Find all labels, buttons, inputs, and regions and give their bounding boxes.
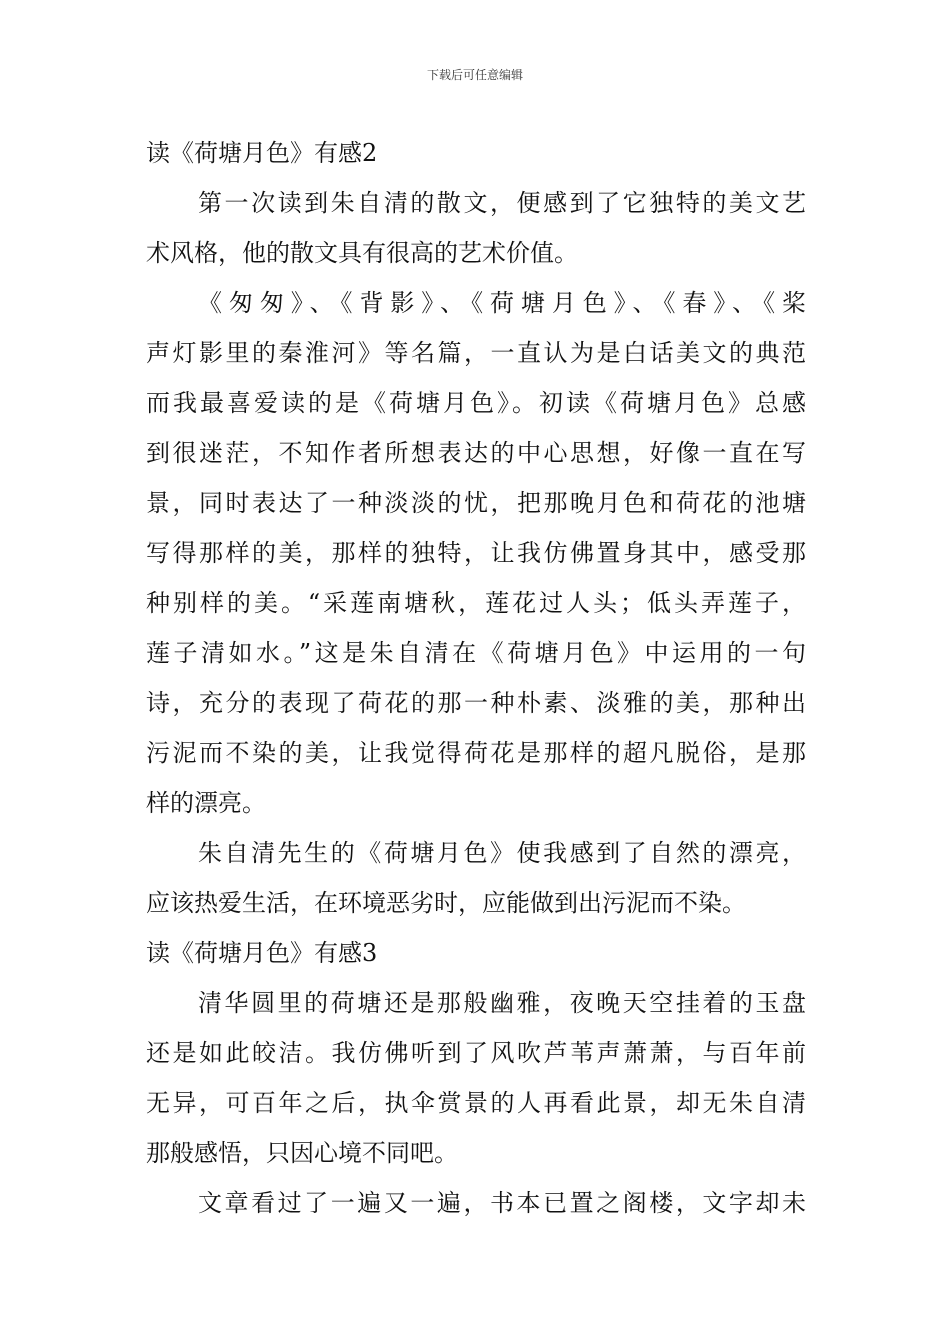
text-line: 应该热爱生活，在环境恶劣时，应能做到出污泥而不染。	[146, 889, 746, 917]
text-line: 景，同时表达了一种淡淡的忧，把那晚月色和荷花的池塘	[146, 489, 806, 517]
text-line: 朱自清先生的《荷塘月色》使我感到了自然的漂亮，	[198, 839, 806, 867]
text-line: 声灯影里的秦淮河》等名篇，一直认为是白话美文的典范	[146, 339, 806, 367]
text-line: 《匆匆》、《背影》、《荷塘月色》、《春》、《桨	[198, 289, 806, 317]
text-line: 莲子清如水。”这是朱自清在《荷塘月色》中运用的一句	[146, 639, 806, 667]
page-header-note: 下载后可任意编辑	[426, 68, 523, 82]
text-line: 样的漂亮。	[146, 789, 266, 817]
section-heading: 读《荷塘月色》有感3	[146, 939, 378, 967]
text-line: 诗，充分的表现了荷花的那一种朴素、淡雅的美，那种出	[146, 689, 806, 717]
text-line: 无异，可百年之后，执伞赏景的人再看此景，却无朱自清	[146, 1089, 806, 1117]
text-line: 而我最喜爱读的是《荷塘月色》。初读《荷塘月色》总感	[146, 389, 806, 417]
text-line: 那般感悟，只因心境不同吧。	[146, 1139, 458, 1167]
text-line: 清华圆里的荷塘还是那般幽雅，夜晚天空挂着的玉盘	[198, 989, 806, 1017]
document-body	[146, 128, 806, 1228]
section-heading: 读《荷塘月色》有感2	[146, 139, 378, 167]
text-line: 还是如此皎洁。我仿佛听到了风吹芦苇声萧萧，与百年前	[146, 1039, 806, 1067]
text-line: 污泥而不染的美，让我觉得荷花是那样的超凡脱俗，是那	[146, 739, 806, 767]
text-line: 术风格，他的散文具有很高的艺术价值。	[146, 239, 578, 267]
text-line: 文章看过了一遍又一遍，书本已置之阁楼，文字却未	[198, 1189, 806, 1217]
text-line: 种别样的美。“采莲南塘秋，莲花过人头；低头弄莲子，	[146, 589, 806, 617]
text-line: 到很迷茫，不知作者所想表达的中心思想，好像一直在写	[146, 439, 806, 467]
text-line: 第一次读到朱自清的散文，便感到了它独特的美文艺	[198, 189, 806, 217]
text-line: 写得那样的美，那样的独特，让我仿佛置身其中，感受那	[146, 539, 806, 567]
